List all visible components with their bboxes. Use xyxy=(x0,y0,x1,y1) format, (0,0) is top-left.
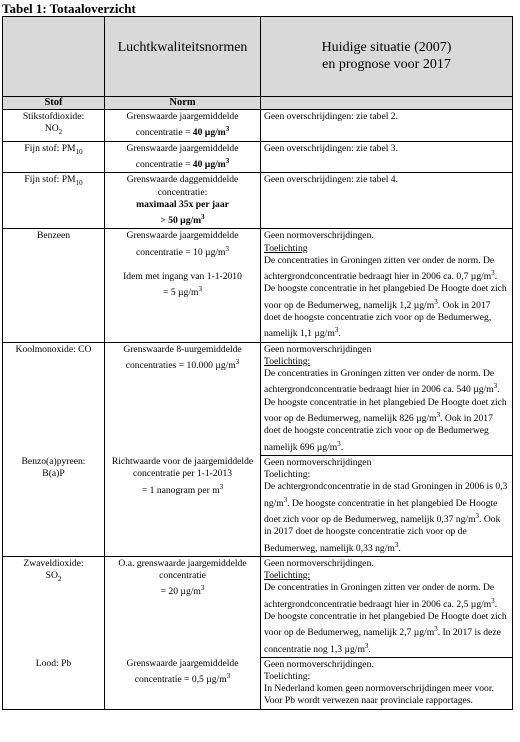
explanation-text: De concentraties in Groningen zitten ver onder de norm. De achtergrondconcentratie bedraagt hier in 2006 ca. 2,5 $\mu g/m^3$. De hoogste concentratie in het plangebied De Hoogte doet zich voor op de Bedumerweg, namelijk 2,7 $\mu g/m^3$. In 2017 is deze concentratie nog 1,3 $\mu g/m^3$. xyxy=(264,582,507,655)
norm-value: 40 µg/m xyxy=(192,127,226,139)
norm-superscript: 3 xyxy=(226,672,231,681)
explanation-text: De achtergrondconcentratie in de stad Groningen in 2006 is 0,3 $ng/m^3$. De hoogste concentratie in het plangebied De Hoogte doet zich voor op de Bedumerweg, namelijk 0,37 $ng/m^3$. Ook in 2017 doet de hoogste concentratie zich voor op de Bedumerweg, namelijk 0,33 $ng/m^3$. xyxy=(264,481,508,554)
norm-superscript: 3 xyxy=(225,157,230,165)
norm-superscript: 3 xyxy=(200,584,205,593)
stof-cell xyxy=(3,110,105,142)
norm-value: 40 µg/m xyxy=(192,159,226,171)
norm-value: = 20 µg/m xyxy=(160,586,201,598)
table-row xyxy=(3,657,513,709)
norm-text: Grenswaarde jaargemiddelde concentratie = xyxy=(126,142,239,171)
situation-summary: Geen normoverschrijdingen xyxy=(264,343,372,355)
norm-superscript: 3 xyxy=(235,357,240,366)
stof-formula: B(a)P xyxy=(42,468,65,480)
stof-label: Benzo(a)pyreen: xyxy=(21,456,86,468)
stof-cell xyxy=(3,556,105,657)
table-caption: Tabel 1: Totaaloverzicht xyxy=(2,1,136,16)
stof-cell xyxy=(3,455,105,556)
subheader-norm: Norm xyxy=(105,97,261,110)
stof-label: Zwaveldioxide: xyxy=(23,557,84,569)
norm-superscript: 3 xyxy=(219,482,224,491)
norm-text: Grenswaarde jaargemiddelde concentratie = xyxy=(126,111,239,139)
norm-cell xyxy=(105,141,261,173)
situation-cell xyxy=(261,342,513,455)
header-norms: Luchtkwaliteitsnormen xyxy=(105,17,261,97)
situation-summary: Geen normoverschrijdingen. xyxy=(264,557,374,569)
header-empty-cell xyxy=(3,17,105,97)
norm-text-2010: Idem met ingang van 1-1-2010 xyxy=(123,270,242,282)
situation-cell xyxy=(261,455,513,556)
situation-cell: Geen overschrijdingen: zie tabel 2. xyxy=(261,110,513,142)
norm-cell xyxy=(105,342,261,455)
norm-superscript: 3 xyxy=(225,125,230,134)
header-situation-line1: Huidige situatie (2007) xyxy=(321,40,452,55)
table-row xyxy=(3,455,513,556)
situation-summary: Geen normoverschrijdingen. xyxy=(264,230,374,242)
stof-label: Fijn stof: PM xyxy=(24,142,76,154)
stof-subscript: 10 xyxy=(75,147,83,156)
norm-text: Grenswaarde jaargemiddelde concentratie = 10 µg/m xyxy=(126,230,239,258)
stof-formula: NO xyxy=(44,123,59,135)
header-row xyxy=(3,17,513,97)
explanation-text: In Nederland komen geen normoverschrijdingen meer voor. Voor Pb wordt verwezen naar provinciale rapportages. xyxy=(264,683,494,707)
overview-table xyxy=(2,16,513,710)
norm-cell xyxy=(105,455,261,556)
explanation-label: Toelichting: xyxy=(264,569,311,581)
table-row xyxy=(3,173,513,229)
table-row xyxy=(3,141,513,173)
situation-summary: Geen normoverschrijdingen. xyxy=(264,658,374,670)
stof-subscript: 2 xyxy=(57,574,62,583)
explanation-label: Toelichting xyxy=(264,242,308,254)
table-row xyxy=(3,229,513,342)
header-situation xyxy=(261,17,513,97)
explanation-label: Toelichting: xyxy=(264,355,311,367)
stof-cell: Lood: Pb xyxy=(3,657,105,709)
explanation-text: De concentraties in Groningen zitten ver onder de norm. De achtergrondconcentratie bedraagt hier in 2006 ca. 0,7 $\mu g/m^3$. De hoogste concentratie in het plangebied De Hoogte doet zich voor op de Bedumerweg, namelijk 1,2 $\mu g/m^3$. Ook in 2017 doet de hoogste concentratie zich voor op de Bedumerweg, namelijk 1,1 $\mu g/m^3$. xyxy=(264,254,507,340)
norm-text: Grenswaarde daggemiddelde concentratie: xyxy=(126,174,239,198)
stof-formula: SO xyxy=(45,569,58,581)
norm-cell xyxy=(105,110,261,142)
norm-superscript: 3 xyxy=(225,244,230,253)
subheader-stof: Stof xyxy=(3,97,105,110)
stof-subscript: 10 xyxy=(75,179,83,188)
explanation-text: De concentraties in Groningen zitten ver onder de norm. De achtergrondconcentratie bedraagt hier in 2006 ca. 540 $\mu g/m^3$. De hoogste concentratie in het plangebied De Hoogte doet zich voor op de Bedumerweg, namelijk 826 $\mu g/m^3$. Ook in 2017 doet de hoogste concentratie zich voor op de Bedumerweg namelijk 696 $\mu g/m^3$. xyxy=(264,367,507,453)
norm-cell xyxy=(105,173,261,229)
norm-value: = 1 nanogram per m xyxy=(141,484,220,496)
norm-text: Grenswaarde jaargemiddelde concentratie = 0,5 µg/m xyxy=(126,658,239,686)
situation-cell xyxy=(261,556,513,657)
norm-cell xyxy=(105,229,261,342)
norm-frequency: maximaal 35x per jaar xyxy=(136,198,229,210)
norm-text: Grenswaarde 8-uurgemiddelde concentraties = 10.000 µg/m xyxy=(123,343,242,371)
stof-cell: Koolmonoxide: CO xyxy=(3,342,105,455)
norm-superscript: 3 xyxy=(198,285,202,294)
stof-cell xyxy=(3,173,105,229)
situation-cell: Geen overschrijdingen: zie tabel 4. xyxy=(261,173,513,229)
table-row xyxy=(3,342,513,455)
norm-text: O.a. grenswaarde jaargemiddelde concentratie xyxy=(118,557,247,581)
table-row xyxy=(3,110,513,142)
explanation-label: Toelichting: xyxy=(264,468,311,480)
norm-cell xyxy=(105,556,261,657)
stof-subscript: 2 xyxy=(58,128,63,137)
norm-value: > 50 µg/m xyxy=(160,215,202,227)
explanation-label: Toelichting: xyxy=(264,670,311,682)
situation-summary: Geen normoverschrijdingen xyxy=(264,456,372,468)
situation-cell xyxy=(261,657,513,709)
norm-cell xyxy=(105,657,261,709)
situation-cell: Geen overschrijdingen: zie tabel 3. xyxy=(261,141,513,173)
stof-cell xyxy=(3,141,105,173)
norm-text: Richtwaarde voor de jaargemiddelde concentratie per 1-1-2013 xyxy=(111,456,254,480)
subheader-row xyxy=(3,97,513,110)
stof-cell: Benzeen xyxy=(3,229,105,342)
stof-label: Stikstofdioxide: xyxy=(22,111,85,123)
norm-value-2010: = 5 µg/m xyxy=(163,287,199,299)
subheader-empty xyxy=(261,97,513,110)
norm-superscript: 3 xyxy=(201,213,205,221)
situation-cell xyxy=(261,229,513,342)
table-row xyxy=(3,556,513,657)
header-situation-line2: en prognose voor 2017 xyxy=(322,57,451,72)
stof-label: Fijn stof: PM xyxy=(24,174,76,186)
